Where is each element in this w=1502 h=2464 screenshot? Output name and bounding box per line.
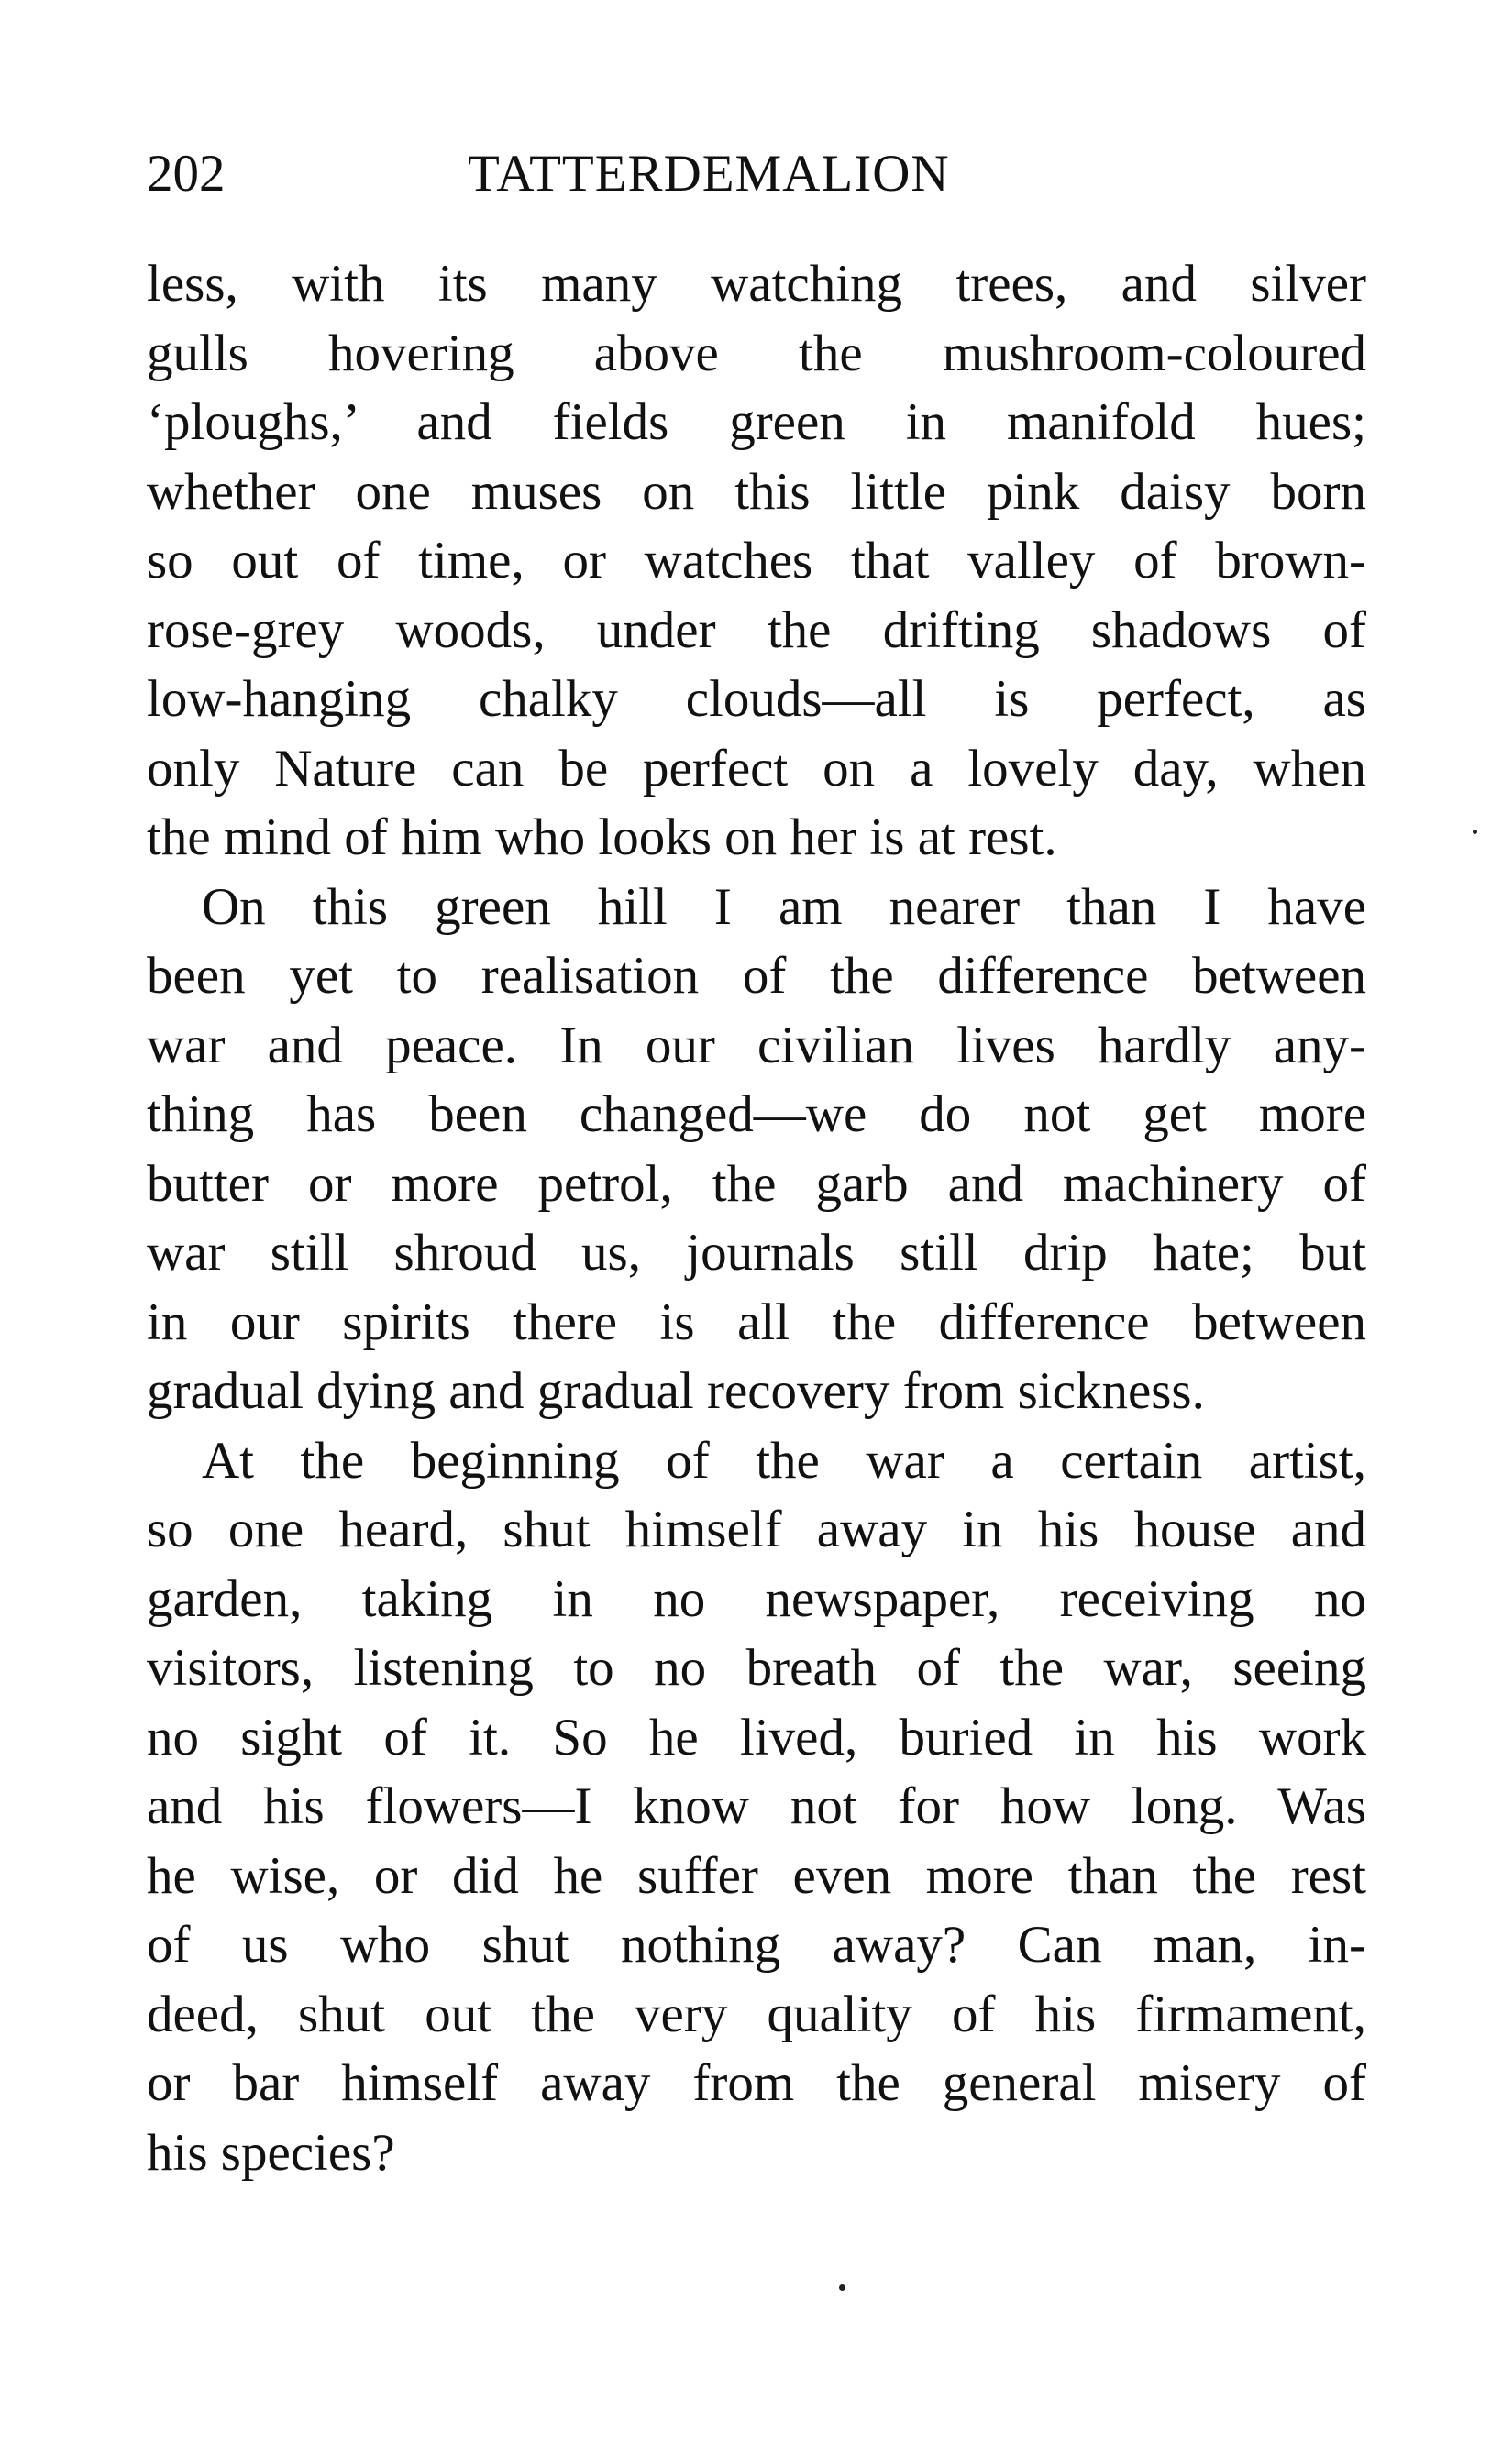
text-line: and his flowers—I know not for how long. Was: [147, 1777, 1366, 1835]
running-title: TATTERDEMALION: [468, 145, 950, 203]
text-line: On this green hill I am nearer than I have: [202, 877, 1366, 936]
text-line: so one heard, shut himself away in his house and: [147, 1501, 1366, 1558]
text-line: so out of time, or watches that valley of brown-: [147, 532, 1366, 589]
running-header: [147, 138, 1045, 211]
text-line: his species?: [147, 2123, 395, 2182]
body-text: [147, 249, 1366, 2187]
text-line: or bar himself away from the general misery of: [147, 2054, 1366, 2112]
text-line: of us who shut nothing away? Can man, in-: [147, 1916, 1366, 1974]
text-line: rose-grey woods, under the drifting shadows of: [147, 600, 1366, 659]
scan-speck: [839, 2284, 845, 2291]
text-line: visitors, listening to no breath of the war, seeing: [147, 1639, 1366, 1697]
text-line: only Nature can be perfect on a lovely day, when: [147, 739, 1366, 798]
text-line: war and peace. In our civilian lives hardly any-: [147, 1016, 1366, 1074]
text-line: in our spirits there is all the difference between: [147, 1292, 1366, 1351]
text-line: ‘ploughs,’ and fields green in manifold hues;: [147, 393, 1366, 451]
text-line: whether one muses on this little pink daisy born: [147, 462, 1366, 521]
text-line: gradual dying and gradual recovery from sickness.: [147, 1362, 1205, 1420]
text-line: less, with its many watching trees, and silver: [147, 255, 1366, 313]
text-line: deed, shut out the very quality of his firmament,: [147, 1985, 1366, 2043]
text-line: gulls hovering above the mushroom-coloured: [147, 324, 1366, 382]
text-line: garden, taking in no newspaper, receiving no: [147, 1569, 1366, 1628]
text-line: the mind of him who looks on her is at rest.: [147, 808, 1057, 866]
text-line: been yet to realisation of the difference between: [147, 947, 1366, 1005]
page-number: 202: [147, 145, 226, 203]
text-line: low-hanging chalky clouds—all is perfect, as: [147, 670, 1366, 728]
scan-speck: [1473, 830, 1477, 834]
text-line: butter or more petrol, the garb and machinery of: [147, 1154, 1366, 1213]
text-line: he wise, or did he suffer even more than the rest: [147, 1846, 1366, 1905]
text-line: At the beginning of the war a certain artist,: [202, 1431, 1366, 1490]
text-line: war still shroud us, journals still drip hate; but: [147, 1224, 1366, 1282]
text-line: thing has been changed—we do not get more: [147, 1085, 1366, 1143]
text-line: no sight of it. So he lived, buried in his work: [147, 1708, 1366, 1766]
